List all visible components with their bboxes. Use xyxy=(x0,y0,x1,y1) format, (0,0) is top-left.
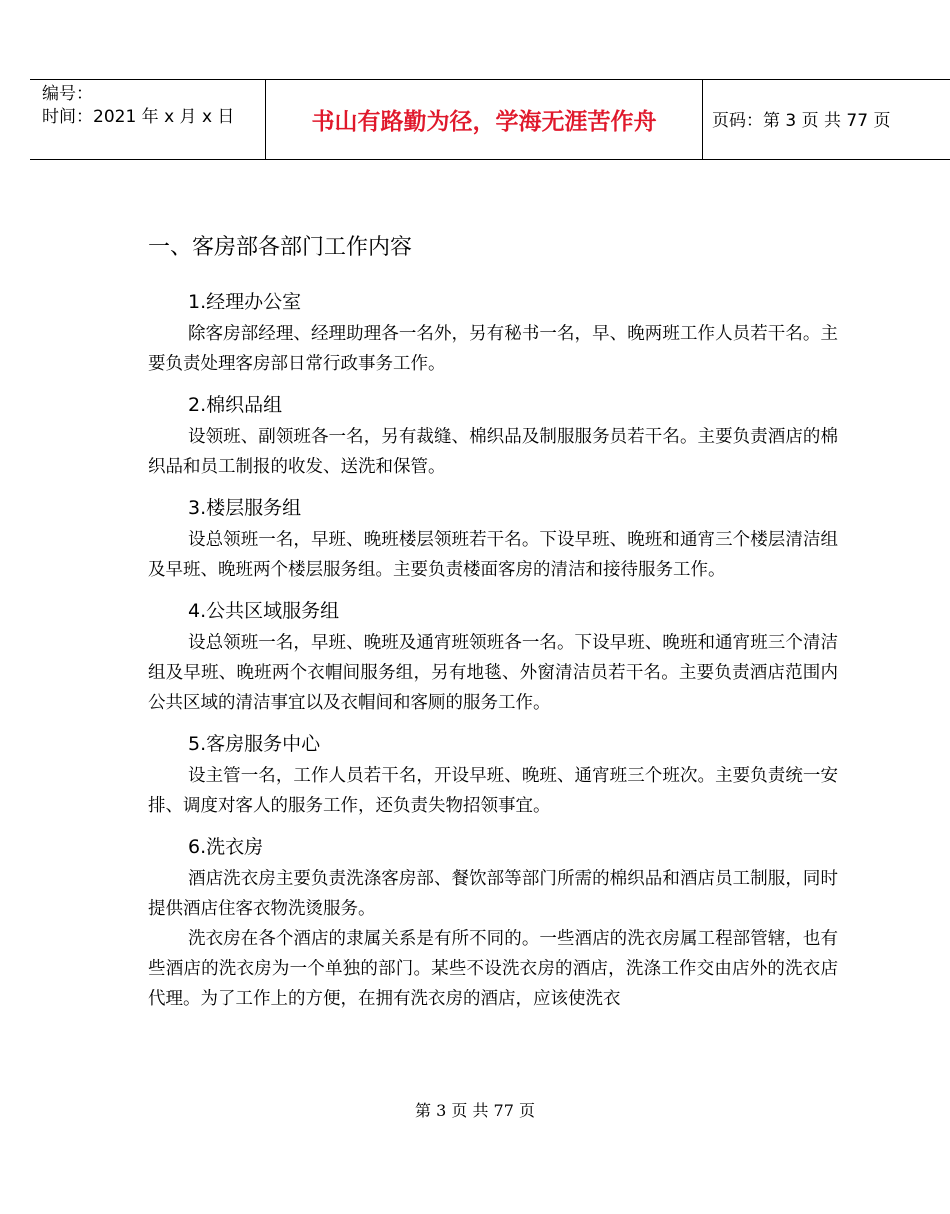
document-title: 一、客房部各部门工作内容 xyxy=(148,235,413,260)
section-paragraph: 酒店洗衣房主要负责洗涤客房部、餐饮部等部门所需的棉织品和酒店员工制服，同时提供酒店住客衣物洗烫服务。 xyxy=(148,869,838,919)
section xyxy=(148,833,838,1014)
section xyxy=(148,288,838,379)
header-table xyxy=(30,79,950,160)
section-heading: 3.楼层服务组 xyxy=(188,497,302,519)
section-paragraph: 设总领班一名，早班、晚班楼层领班若干名。下设早班、晚班和通宵三个楼层清洁组及早班、晚班两个楼层服务组。主要负责楼面客房的清洁和接待服务工作。 xyxy=(148,530,838,580)
section-heading: 1.经理办公室 xyxy=(188,291,302,313)
section-heading: 2.棉织品组 xyxy=(188,394,283,416)
section-heading: 6.洗衣房 xyxy=(188,836,264,858)
section-heading: 5.客房服务中心 xyxy=(188,733,321,755)
section-paragraph: 洗衣房在各个酒店的隶属关系是有所不同的。一些酒店的洗衣房属工程部管辖，也有些酒店的洗衣房为一个单独的部门。某些不设洗衣房的酒店，洗涤工作交由店外的洗衣店代理。为了工作上的方便，在拥有洗衣房的酒店，应该使洗衣 xyxy=(148,929,838,1009)
serial-number-label: 编号： xyxy=(42,84,93,104)
section xyxy=(148,391,838,482)
header-page-info: 页码：第 3 页 共 77 页 xyxy=(712,111,891,131)
header-meta-cell xyxy=(30,80,265,159)
section-paragraph: 设领班、副领班各一名，另有裁缝、棉织品及制服服务员若干名。主要负责酒店的棉织品和员工制报的收发、送洗和保管。 xyxy=(148,427,838,477)
section-paragraph: 除客房部经理、经理助理各一名外，另有秘书一名，早、晚两班工作人员若干名。主要负责处理客房部日常行政事务工作。 xyxy=(148,324,838,374)
section-paragraph: 设主管一名，工作人员若干名，开设早班、晚班、通宵班三个班次。主要负责统一安排、调度对客人的服务工作，还负责失物招领事宜。 xyxy=(148,766,838,816)
document-body xyxy=(148,232,838,1014)
header-page-cell xyxy=(702,80,950,159)
time-label: 时间：2021 年 x 月 x 日 xyxy=(42,107,235,127)
section xyxy=(148,597,838,718)
section xyxy=(148,494,838,585)
page-footer: 第 3 页 共 77 页 xyxy=(415,1101,535,1120)
header-motto-cell xyxy=(265,80,703,159)
motto: 书山有路勤为径，学海无涯苦作舟 xyxy=(311,109,657,135)
section-heading: 4.公共区域服务组 xyxy=(188,600,340,622)
section xyxy=(148,730,838,821)
section-paragraph: 设总领班一名，早班、晚班及通宵班领班各一名。下设早班、晚班和通宵班三个清洁组及早班、晚班两个衣帽间服务组，另有地毯、外窗清洁员若干名。主要负责酒店范围内公共区域的清洁事宜以及衣帽间和客厕的服务工作。 xyxy=(148,633,838,713)
